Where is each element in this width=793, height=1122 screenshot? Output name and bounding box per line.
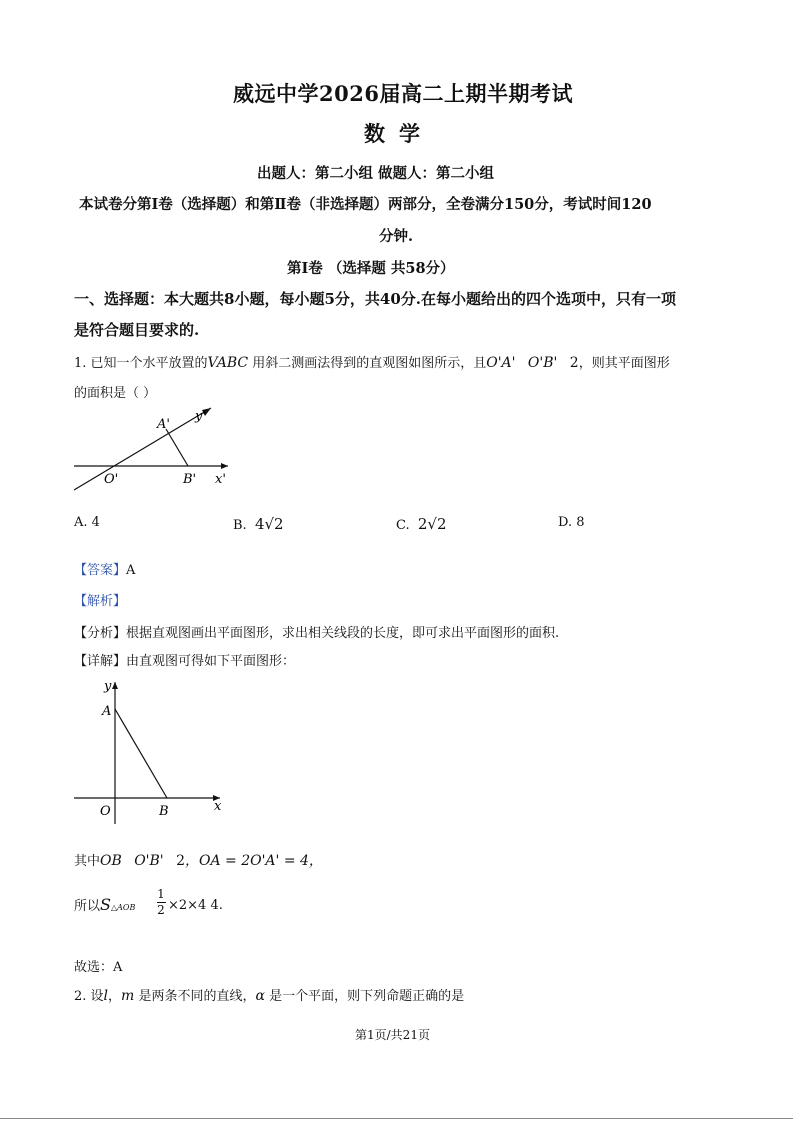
suoyi-text: 所以 — [74, 899, 101, 914]
fenxi-text: 根据直观图画出平面图形，求出相关线段的长度，即可求出平面图形的面积. — [126, 626, 560, 641]
qizhong-rest: ，OA = 2O'A' = 4， — [184, 853, 323, 869]
q1-option-b — [233, 515, 284, 533]
half-fraction — [156, 888, 166, 917]
label-a-prime: A' — [157, 417, 170, 432]
label-x-prime: x' — [215, 472, 226, 487]
area-symbol: S — [100, 895, 111, 914]
q1-stem-text-a: 1. 已知一个水平放置的 — [74, 356, 208, 371]
q1-triangle: VABC — [207, 355, 249, 371]
q1-option-c-value: 2√2 — [417, 515, 447, 533]
area-subscript: △AOB — [110, 903, 136, 912]
segment-a-b — [166, 429, 188, 466]
intro-line-1: 本试卷分第Ⅰ卷（选择题）和第Ⅱ卷（非选择题）两部分，全卷满分150分，考试时间120 — [79, 196, 652, 213]
q1-option-b-label: B. — [233, 518, 247, 533]
label-y-prime: y' — [195, 409, 206, 424]
x-axis-arrow — [221, 463, 228, 469]
choice-line: 故选：A — [74, 960, 123, 975]
answer-tag: 【答案】 — [74, 563, 127, 578]
segment-a-b — [115, 709, 167, 798]
intro-line-2: 分钟. — [379, 228, 414, 245]
qizhong-text: 其中 — [74, 854, 101, 869]
q1-stem-line-2: 的面积是（ ） — [74, 386, 157, 401]
fenxi-line — [74, 622, 559, 641]
q1-oblique-figure — [70, 405, 235, 495]
q2-alpha: α — [255, 988, 265, 1004]
q1-eq-two: 2 — [569, 355, 579, 371]
q1-option-c — [396, 515, 447, 533]
area-rest: ×2×4 4. — [168, 898, 223, 913]
label-a: A — [102, 704, 112, 719]
y-axis-arrow — [112, 682, 118, 689]
label-o: O — [100, 804, 111, 819]
q2-text-a: 2. 设 — [74, 989, 104, 1004]
q2-line-l: l — [103, 988, 109, 1004]
half-denominator: 2 — [157, 903, 165, 917]
analysis-tag: 【解析】 — [74, 594, 127, 609]
solution-line-qizhong — [74, 850, 323, 870]
q1-stem-text-b: 用斜二测画法得到的直观图如图所示，且 — [248, 356, 487, 371]
label-b: B — [159, 804, 169, 819]
q1-answer — [74, 559, 135, 578]
page-bottom-rule — [0, 1118, 793, 1119]
q2-sep: ， — [108, 989, 122, 1004]
subject-title: 数学 — [364, 121, 434, 146]
label-b-prime: B' — [183, 472, 197, 487]
section-heading-line-2: 是符合题目要求的. — [74, 321, 200, 339]
q1-option-a: A. 4 — [74, 515, 100, 530]
q1-option-c-label: C. — [396, 518, 410, 533]
fenxi-tag: 【分析】 — [74, 626, 127, 641]
q2-stem — [74, 985, 464, 1004]
xiangjie-tag: 【详解】 — [74, 654, 127, 669]
q2-text-b: 是两条不同的直线， — [134, 989, 256, 1004]
qizhong-ob: OB — [100, 853, 122, 869]
q1-eq-ob: O'B' — [527, 355, 558, 371]
xiangjie-line — [74, 650, 295, 669]
q1-eq-oa: O'A' — [486, 355, 516, 371]
qizhong-obp: O'B' — [134, 853, 164, 869]
q2-line-m: m — [121, 988, 135, 1004]
authors-line: 出题人：第二小组 做题人：第二小组 — [257, 165, 495, 182]
label-o-prime: O' — [104, 472, 119, 487]
exam-title: 威远中学2026届高二上期半期考试 — [233, 81, 573, 106]
section-heading-line-1: 一、选择题：本大题共8小题，每小题5分，共40分.在每小题给出的四个选项中，只有一项 — [74, 290, 676, 308]
q1-option-d: D. 8 — [558, 515, 585, 530]
q1-stem-line-1 — [74, 352, 670, 371]
page-number: 第1页/共21页 — [355, 1028, 430, 1042]
volume-heading: 第Ⅰ卷 （选择题 共58分） — [287, 260, 455, 277]
q1-option-b-value: 4√2 — [254, 515, 284, 533]
solution-line-suoyi — [74, 895, 135, 914]
q2-text-c: 是一个平面，则下列命题正确的是 — [264, 989, 465, 1004]
label-x: x — [214, 799, 222, 814]
label-y: y — [104, 679, 112, 694]
q1-plane-figure — [70, 674, 230, 829]
answer-value: A — [126, 563, 136, 578]
q1-stem-text-c: ，则其平面图形 — [578, 356, 670, 371]
half-numerator: 1 — [157, 887, 165, 901]
xiangjie-text: 由直观图可得如下平面图形： — [126, 654, 296, 669]
qizhong-two: 2 — [176, 853, 185, 869]
